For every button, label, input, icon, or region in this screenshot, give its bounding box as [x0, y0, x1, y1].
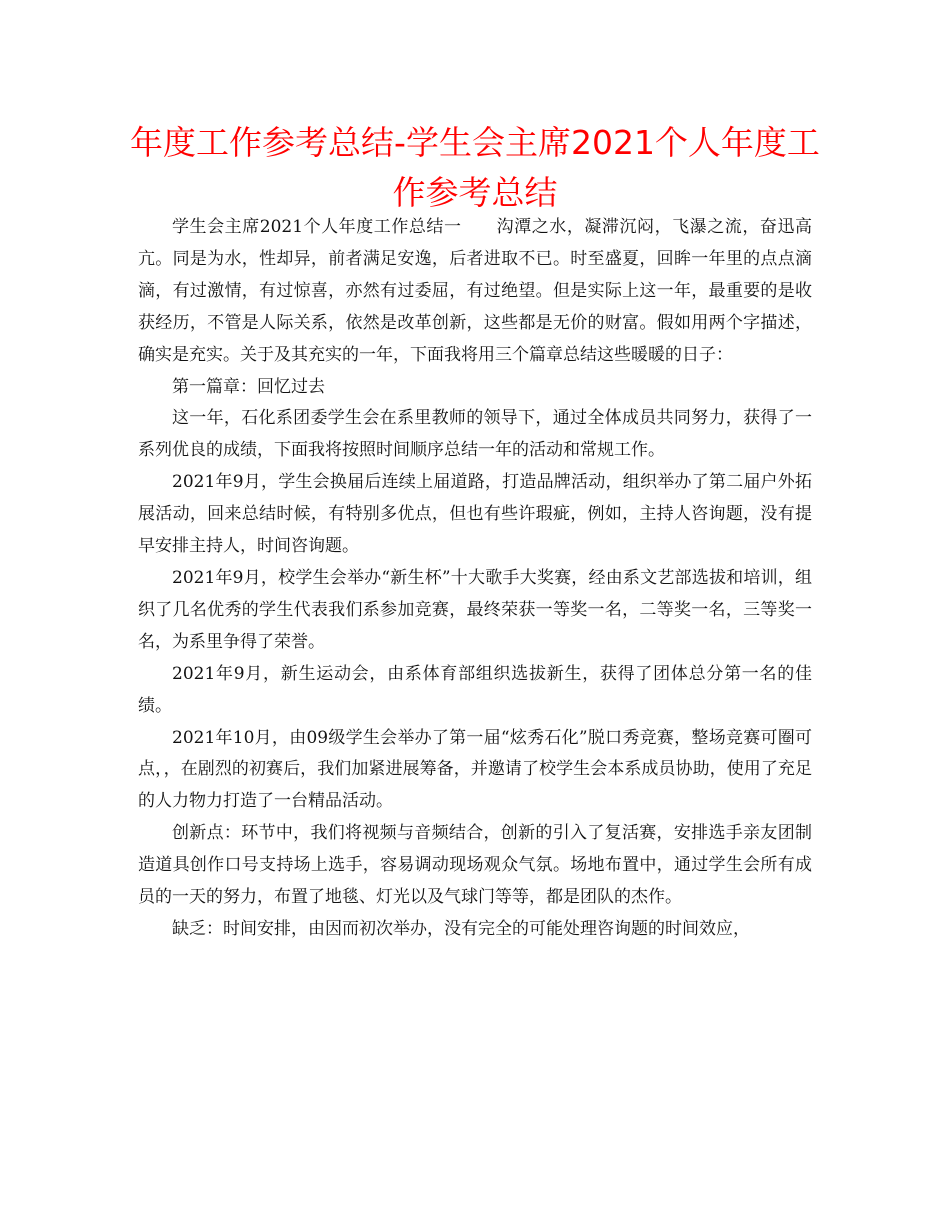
paragraph: 创新点：环节中，我们将视频与音频结合，创新的引入了复活赛，安排选手亲友团制造道具创作口号支持场上选手，容易调动现场观众气氛。场地布置中，通过学生会所有成员的一天的努力，布置了地毯、灯光以及气球门等等，都是团队的杰作。	[138, 823, 812, 908]
paragraph: 这一年，石化系团委学生会在系里教师的领导下，通过全体成员共同努力，获得了一系列优良的成绩，下面我将按照时间顺序总结一年的活动和常规工作。	[138, 408, 812, 461]
paragraph: 2021年9月，学生会换届后连续上届道路，打造品牌活动，组织举办了第二届户外拓展活动，回来总结时候，有特别多优点，但也有些许瑕疵，例如，主持人咨询题，没有提早安排主持人，时间咨询题。	[138, 472, 812, 557]
document-body	[138, 212, 812, 946]
document-title: 年度工作参考总结-学生会主席2021个人年度工作参考总结	[130, 123, 820, 212]
paragraph: 缺乏：时间安排，由因而初次举办，没有完全的可能处理咨询题的时间效应，	[172, 918, 750, 939]
paragraph: 2021年9月，校学生会举办“新生杯”十大歌手大奖赛，经由系文艺部选拔和培训，组织了几名优秀的学生代表我们系参加竞赛，最终荣获一等奖一名，二等奖一名，三等奖一名，为系里争得了荣誉。	[138, 567, 812, 652]
paragraph: 2021年10月，由09级学生会举办了第一届“炫秀石化”脱口秀竞赛，整场竞赛可圈可点，，在剧烈的初赛后，我们加紧进展筹备，并邀请了校学生会本系成员协助，使用了充足的人力物力打造了一台精品活动。	[138, 727, 812, 812]
paragraph-intro: 学生会主席2021个人年度工作总结一 沟潭之水，凝滞沉闷，飞瀑之流，奋迅高亢。同是为水，性却异，前者满足安逸，后者进取不已。时至盛夏，回眸一年里的点点滴滴，有过激情，有过惊喜，亦然有过委屈，有过绝望。但是实际上这一年，最重要的是收获经历，不管是人际关系，依然是改革创新，这些都是无价的财富。假如用两个字描述，确实是充实。关于及其充实的一年，下面我将用三个篇章总结这些暖暖的日子：	[138, 217, 812, 365]
paragraph: 2021年9月，新生运动会，由系体育部组织选拔新生，获得了团体总分第一名的佳绩。	[138, 663, 812, 716]
section-heading: 第一篇章：回忆过去	[172, 376, 325, 397]
